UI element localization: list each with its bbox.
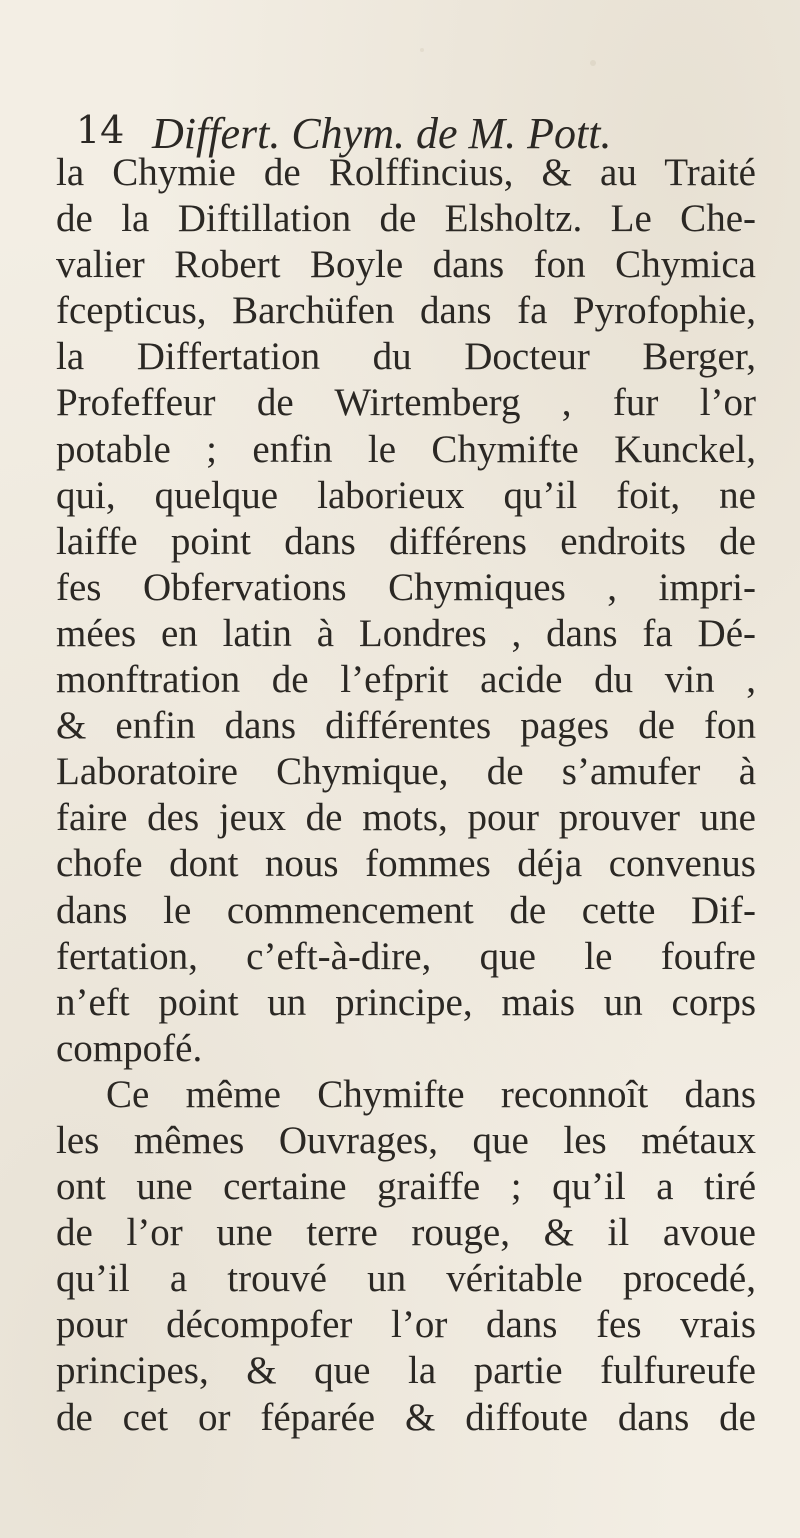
text-line: faire des jeux de mots, pour prouver une [56, 796, 756, 840]
text-line: principes, & que la partie fulfureufe [56, 1349, 756, 1393]
text-line: Laboratoire Chymique, de s’amufer à [56, 750, 756, 794]
text-line: de l’or une terre rouge, & il avoue [56, 1211, 756, 1255]
text-line: dans le commencement de cette Dif- [56, 888, 756, 932]
text-line: fes Obfervations Chymiques , impri- [56, 565, 756, 609]
text-line: la Differtation du Docteur Berger, [56, 335, 756, 379]
paper-spot [420, 48, 424, 52]
paper-spot [590, 60, 596, 66]
text-line: valier Robert Boyle dans fon Chymica [56, 243, 756, 287]
text-line: chofe dont nous fommes déja convenus [56, 842, 756, 886]
text-line: fertation, c’eft-à-dire, que le foufre [56, 934, 756, 978]
running-title: Differt. Chym. de M. Pott. [152, 109, 612, 158]
text-line: pour décompofer l’or dans fes vrais [56, 1303, 756, 1347]
text-line: & enfin dans différentes pages de fon [56, 704, 756, 748]
text-line: laiffe point dans différens endroits de [56, 519, 756, 563]
text-line: monftration de l’efprit acide du vin , [56, 658, 756, 702]
text-line: ont une certaine graiffe ; qu’il a tiré [56, 1165, 756, 1209]
text-line: mées en latin à Londres , dans fa Dé- [56, 611, 756, 655]
body-text [56, 150, 756, 1441]
paragraph-first-line: Ce même Chymifte reconnoît dans [106, 1072, 756, 1116]
text-line: de cet or féparée & diffoute dans de [56, 1395, 756, 1439]
text-line: n’eft point un principe, mais un corps [56, 980, 756, 1024]
text-line: les mêmes Ouvrages, que les métaux [56, 1118, 756, 1162]
text-line: fcepticus, Barchüfen dans fa Pyrofophie, [56, 289, 756, 333]
page-number: 14 [76, 108, 125, 152]
text-line: Profeffeur de Wirtemberg , fur l’or [56, 381, 756, 425]
text-line: compofé. [56, 1026, 203, 1070]
text-line: qui, quelque laborieux qu’il foit, ne [56, 473, 756, 517]
text-line: potable ; enfin le Chymifte Kunckel, [56, 427, 756, 471]
text-line: de la Diftillation de Elsholtz. Le Che- [56, 197, 756, 241]
text-line: la Chymie de Rolffincius, & au Traité [56, 151, 756, 194]
text-line: qu’il a trouvé un véritable procedé, [56, 1257, 756, 1301]
